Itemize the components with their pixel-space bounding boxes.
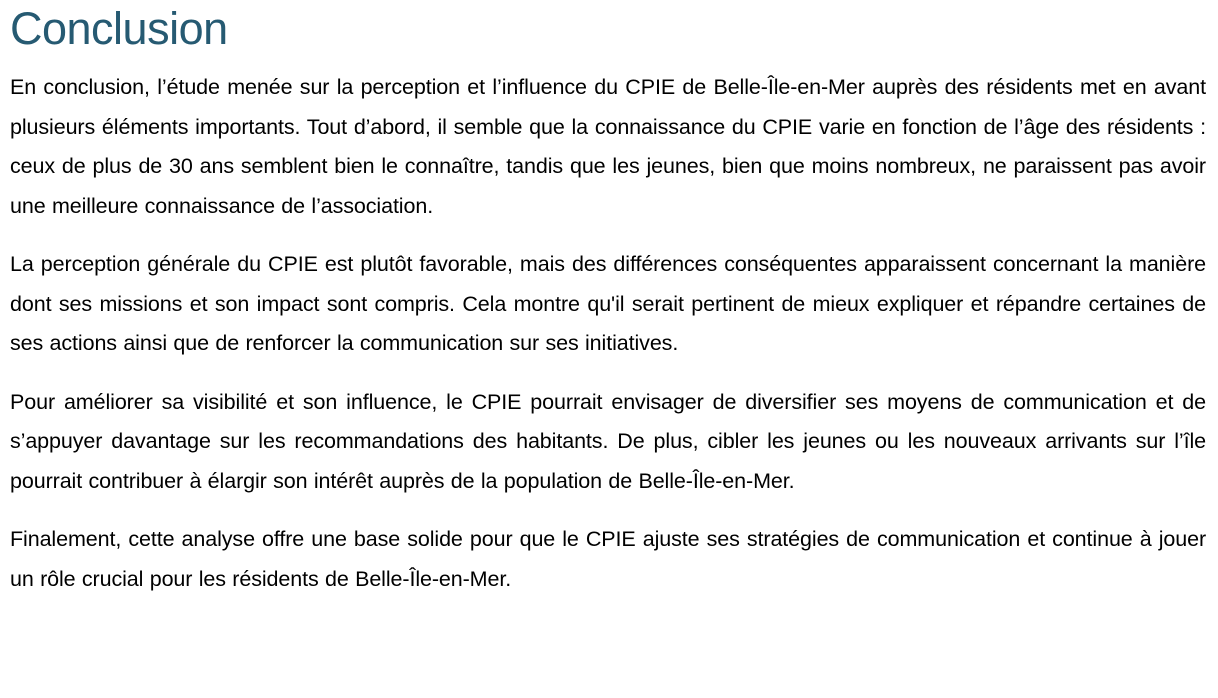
paragraph-3: Pour améliorer sa visibilité et son influence, le CPIE pourrait envisager de diversifier ses moyens de communication et de s’appuyer davantage sur les recommandations des habitants. De plus, cibler les jeunes ou les nouveaux arrivants sur l’île pourrait contribuer à élargir son intérêt auprès de la population de Belle-Île-en-Mer.: [10, 389, 1206, 493]
page-title: Conclusion: [10, 3, 228, 54]
paragraph-2: La perception générale du CPIE est plutôt favorable, mais des différences conséquentes apparaissent concernant la manière dont ses missions et son impact sont compris. Cela montre qu'il serait pertinent de mieux expliquer et répandre certaines de ses actions ainsi que de renforcer la communication sur ses initiatives.: [10, 252, 1206, 355]
paragraph-1: En conclusion, l’étude menée sur la perception et l’influence du CPIE de Belle-Île-en-Mer auprès des résidents met en avant plusieurs éléments importants. Tout d’abord, il semble que la connaissance du CPIE varie en fonction de l’âge des résidents : ceux de plus de 30 ans semblent bien le connaître, tandis que les jeunes, bien que moins nombreux, ne paraissent pas avoir une meilleure connaissance de l’association.: [10, 75, 1206, 218]
paragraph-4: Finalement, cette analyse offre une base solide pour que le CPIE ajuste ses stratégies de communication et continue à jouer un rôle crucial pour les résidents de Belle-Île-en-Mer.: [10, 527, 1206, 591]
